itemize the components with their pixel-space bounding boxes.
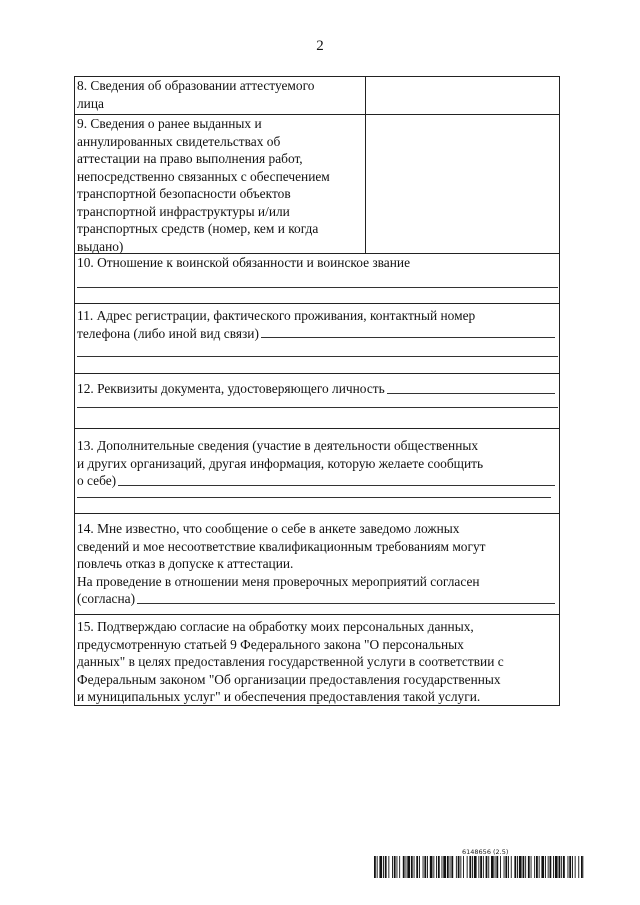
military-label: 10. Отношение к воинской обязанности и воинское звание (77, 255, 411, 270)
additional-info-input-line2[interactable] (77, 497, 551, 498)
consent-checks-input-line[interactable] (137, 602, 555, 604)
page-number: 2 (316, 38, 324, 54)
address-label-line2: телефона (либо иной вид связи) (77, 325, 259, 341)
certificates-value-cell[interactable] (366, 115, 559, 253)
row-address (75, 303, 559, 373)
row-personal-data-consent (75, 614, 559, 705)
military-input-line[interactable] (77, 287, 558, 288)
additional-info-line2: и других организаций, другая информация, которую желаете сообщить (77, 455, 484, 471)
address-input-line[interactable] (261, 336, 555, 338)
barcode-icon (374, 856, 584, 878)
education-label: 8. Сведения об образовании аттестуемого лица (75, 77, 366, 114)
identity-document-input-line[interactable] (387, 392, 555, 394)
questionnaire-table (74, 76, 560, 706)
row-additional-info (75, 428, 559, 513)
row-military (75, 253, 559, 303)
barcode-label: 6148656 (2.5) (462, 848, 509, 856)
address-input-line2[interactable] (77, 356, 558, 357)
additional-info-input-line[interactable] (118, 484, 555, 486)
row-education (75, 77, 559, 114)
identity-document-label: 12. Реквизиты документа, удостоверяющего личность (77, 381, 385, 396)
identity-document-input-line2[interactable] (77, 407, 558, 408)
address-label-line1: 11. Адрес регистрации, фактического проживания, контактный номер (77, 308, 476, 323)
consent-checks-text: 14. Мне известно, что сообщение о себе в анкете заведомо ложных сведений и мое несоответствие квалификационным требованиям могут повлечь отказ в допуске к аттестации. На проведение в отношении меня проверочных мероприятий согласен (77, 521, 486, 589)
row-certificates (75, 114, 559, 253)
row-consent-checks (75, 513, 559, 614)
additional-info-line1: 13. Дополнительные сведения (участие в деятельности общественных (77, 438, 479, 453)
row-identity-document (75, 373, 559, 428)
consent-checks-gender-label: (согласна) (77, 591, 136, 606)
additional-info-line3: о себе) (77, 473, 117, 488)
education-value-cell[interactable] (366, 77, 559, 114)
certificates-label: 9. Сведения о ранее выданных и аннулированных свидетельствах об аттестации на право выполнения работ, непосредственно связанных с обеспечением транспортной безопасности объектов транспортной инфраструктуры и/или транспортных средств (номер, кем и когда выдано) (75, 115, 366, 253)
personal-data-consent-text: 15. Подтверждаю согласие на обработку моих персональных данных, предусмотренную статьей 9 Федерального закона "О персональных данных" в целях предоставления государственной услуги в соответствии с Федеральным законом "Об организации предоставления государственных и муниципальных услуг" и обеспечения предоставления такой услуги. (77, 619, 504, 704)
